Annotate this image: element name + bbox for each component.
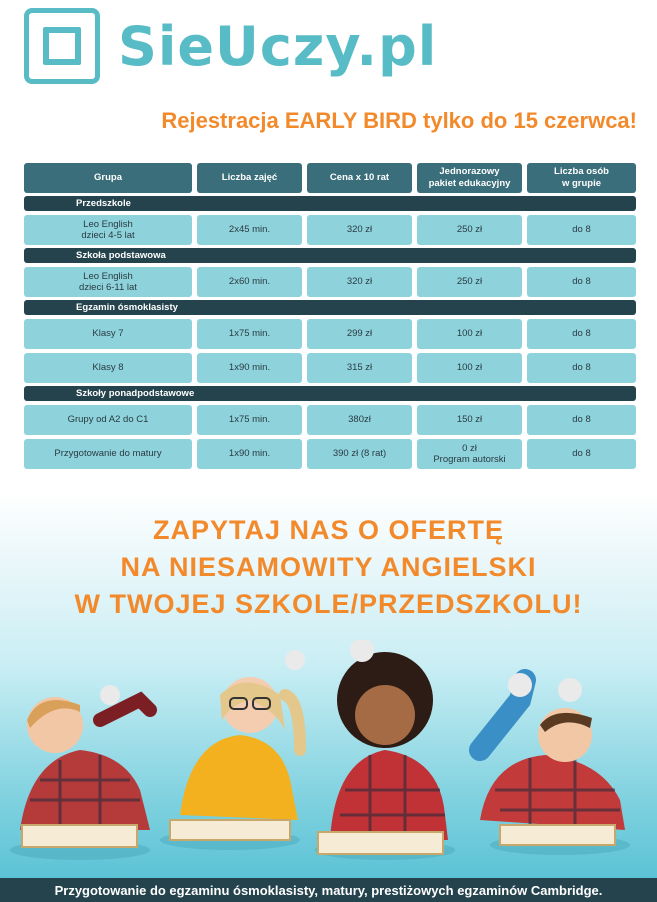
footer-tagline: Przygotowanie do egzaminu ósmoklasisty, matury, prestiżowych egzaminów Cambridge. bbox=[0, 878, 657, 902]
price-table bbox=[24, 163, 636, 469]
cta-line-2: NA NIESAMOWITY ANGIELSKI bbox=[120, 552, 537, 582]
header-group: Grupa bbox=[24, 163, 192, 193]
cta-line-3: W TWOJEJ SZKOLE/PRZEDSZKOLU! bbox=[74, 589, 583, 619]
cell-group: Leo English dzieci 6-11 lat bbox=[24, 267, 192, 297]
early-bird-banner: Rejestracja EARLY BIRD tylko do 15 czerwca! bbox=[161, 108, 637, 133]
cta-line-1: ZAPYTAJ NAS O OFERTĘ bbox=[152, 515, 505, 545]
cell-price: 390 zł (8 rat) bbox=[307, 439, 412, 469]
kid-3-figure bbox=[330, 640, 448, 840]
table-row bbox=[24, 439, 636, 469]
cell-lessons: 1x75 min. bbox=[197, 405, 302, 435]
header-price: Cena x 10 rat bbox=[307, 163, 412, 193]
children-reading-photo bbox=[0, 640, 657, 878]
cell-lessons: 2x45 min. bbox=[197, 215, 302, 245]
cell-group-size: do 8 bbox=[527, 353, 636, 383]
cell-group: Klasy 8 bbox=[24, 353, 192, 383]
section-title: Przedszkole bbox=[24, 196, 636, 211]
cell-price: 320 zł bbox=[307, 267, 412, 297]
section-title: Szkoły ponadpodstawowe bbox=[24, 386, 636, 401]
table-row bbox=[24, 405, 636, 435]
cell-group-size: do 8 bbox=[527, 319, 636, 349]
cell-group-size: do 8 bbox=[527, 267, 636, 297]
cell-lessons: 1x90 min. bbox=[197, 353, 302, 383]
cell-package: 250 zł bbox=[417, 215, 522, 245]
brand-name: SieUczy.pl bbox=[118, 14, 438, 78]
cell-package: 0 zł Program autorski bbox=[417, 439, 522, 469]
header-package: Jednorazowy pakiet edukacyjny bbox=[417, 163, 522, 193]
brand-logo[interactable] bbox=[24, 8, 437, 84]
cell-lessons: 2x60 min. bbox=[197, 267, 302, 297]
cell-group: Klasy 7 bbox=[24, 319, 192, 349]
cell-lessons: 1x90 min. bbox=[197, 439, 302, 469]
cell-price: 380zł bbox=[307, 405, 412, 435]
cell-price: 320 zł bbox=[307, 215, 412, 245]
kid-1-figure bbox=[20, 685, 150, 830]
table-row bbox=[24, 319, 636, 349]
cell-package: 100 zł bbox=[417, 353, 522, 383]
cell-group: Przygotowanie do matury bbox=[24, 439, 192, 469]
table-header-row bbox=[24, 163, 636, 193]
header-lessons: Liczba zajęć bbox=[197, 163, 302, 193]
offer-call-to-action bbox=[0, 512, 657, 623]
cell-group: Leo English dzieci 4-5 lat bbox=[24, 215, 192, 245]
cell-group-size: do 8 bbox=[527, 439, 636, 469]
square-logo-icon bbox=[24, 8, 100, 84]
cell-lessons: 1x75 min. bbox=[197, 319, 302, 349]
cell-package: 100 zł bbox=[417, 319, 522, 349]
table-row bbox=[24, 215, 636, 245]
table-row bbox=[24, 267, 636, 297]
section-title: Egzamin ósmoklasisty bbox=[24, 300, 636, 315]
cell-group: Grupy od A2 do C1 bbox=[24, 405, 192, 435]
cell-package: 150 zł bbox=[417, 405, 522, 435]
kid-4-figure bbox=[480, 673, 625, 830]
cell-price: 299 zł bbox=[307, 319, 412, 349]
cell-group-size: do 8 bbox=[527, 405, 636, 435]
section-title: Szkoła podstawowa bbox=[24, 248, 636, 263]
cell-price: 315 zł bbox=[307, 353, 412, 383]
cell-group-size: do 8 bbox=[527, 215, 636, 245]
kid-2-figure bbox=[180, 650, 305, 820]
table-row bbox=[24, 353, 636, 383]
header-group-size: Liczba osób w grupie bbox=[527, 163, 636, 193]
cell-package: 250 zł bbox=[417, 267, 522, 297]
